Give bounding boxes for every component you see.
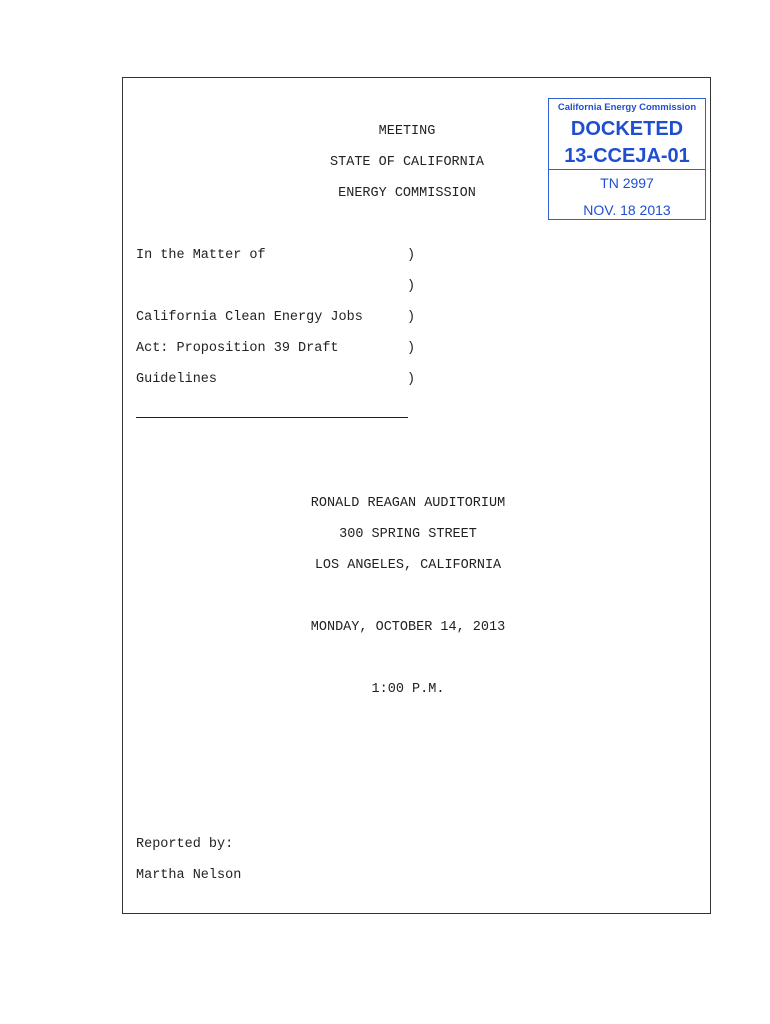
venue-name: RONALD REAGAN AUDITORIUM <box>310 496 506 511</box>
header-meeting: MEETING <box>378 124 436 139</box>
venue-city: LOS ANGELES, CALIFORNIA <box>314 558 502 573</box>
caption-underline <box>136 417 408 418</box>
stamp-tn: TN 2997 <box>600 175 654 191</box>
caption-paren-3: ) <box>407 310 416 325</box>
header-state: STATE OF CALIFORNIA <box>330 155 484 170</box>
caption-line-4: Act: Proposition 39 Draft <box>136 341 339 356</box>
reporter-label: Reported by: <box>136 837 234 852</box>
stamp-date: NOV. 18 2013 <box>583 202 671 218</box>
stamp-docket-number: 13-CCEJA-01 <box>564 145 690 167</box>
caption-line-1: In the Matter of <box>136 248 266 263</box>
caption-line-3: California Clean Energy Jobs <box>136 310 363 325</box>
caption-paren-1: ) <box>407 248 416 263</box>
docketed-stamp <box>548 98 706 220</box>
venue-street: 300 SPRING STREET <box>339 527 477 542</box>
caption-paren-5: ) <box>407 372 416 387</box>
caption-paren-2: ) <box>407 279 416 294</box>
caption-paren-4: ) <box>407 341 416 356</box>
reporter-name: Martha Nelson <box>136 868 242 883</box>
stamp-status: DOCKETED <box>570 118 684 140</box>
caption-line-5: Guidelines <box>136 372 218 387</box>
meeting-time: 1:00 P.M. <box>371 682 445 697</box>
meeting-date: MONDAY, OCTOBER 14, 2013 <box>310 620 506 635</box>
header-commission: ENERGY COMMISSION <box>338 186 476 201</box>
stamp-divider <box>549 169 705 170</box>
stamp-agency: California Energy Commission <box>557 102 697 113</box>
